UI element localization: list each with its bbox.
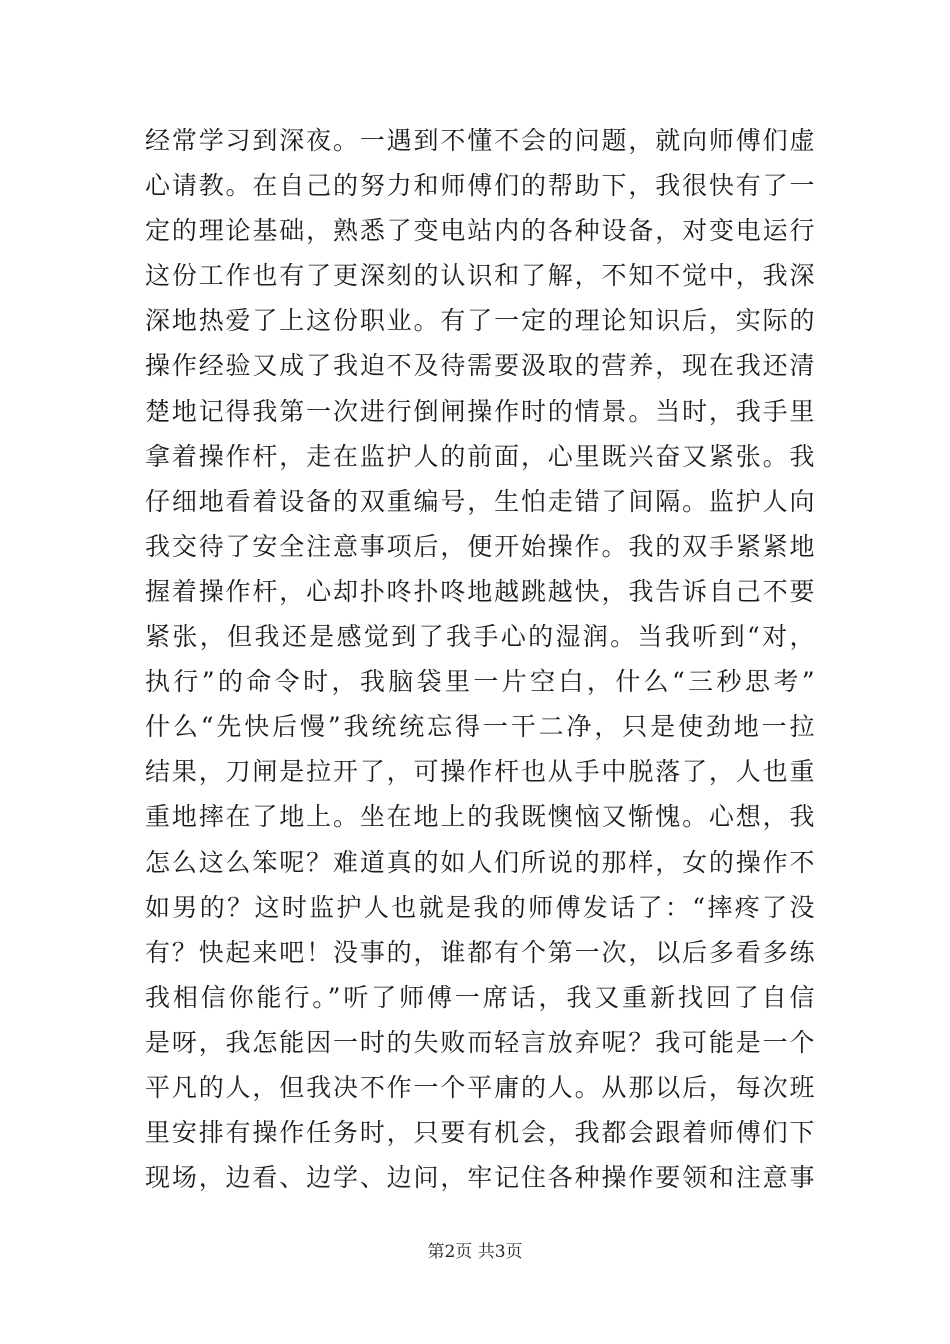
text-line-12: 紧张，但我还是感觉到了我手心的湿润。当我听到“对， — [145, 622, 815, 652]
text-line-21: 是呀，我怎能因一时的失败而轻言放弃呢？我可能是一个 — [145, 1027, 815, 1057]
text-line-3: 定的理论基础，熟悉了变电站内的各种设备，对变电运行 — [145, 216, 815, 246]
text-line-15: 结果，刀闸是拉开了，可操作杆也从手中脱落了，人也重 — [145, 757, 815, 787]
text-line-14: 什么“先快后慢”我统统忘得一干二净，只是使劲地一拉 — [145, 712, 815, 742]
text-line-17: 怎么这么笨呢？难道真的如人们所说的那样，女的操作不 — [145, 847, 815, 877]
text-line-7: 楚地记得我第一次进行倒闸操作时的情景。当时，我手里 — [145, 396, 815, 426]
text-line-16: 重地摔在了地上。坐在地上的我既懊恼又惭愧。心想，我 — [145, 802, 815, 832]
text-line-18: 如男的？这时监护人也就是我的师傅发话了：“摔疼了没 — [145, 892, 815, 922]
text-line-8: 拿着操作杆，走在监护人的前面，心里既兴奋又紧张。我 — [145, 441, 815, 471]
text-line-4: 这份工作也有了更深刻的认识和了解，不知不觉中，我深 — [145, 261, 815, 291]
text-line-2: 心请教。在自己的努力和师傅们的帮助下，我很快有了一 — [145, 171, 815, 201]
text-line-5: 深地热爱了上这份职业。有了一定的理论知识后，实际的 — [145, 306, 815, 336]
text-line-13: 执行”的命令时，我脑袋里一片空白，什么“三秒思考” — [145, 667, 815, 697]
text-line-20: 我相信你能行。”听了师傅一席话，我又重新找回了自信 — [145, 982, 815, 1012]
text-line-23: 里安排有操作任务时，只要有机会，我都会跟着师傅们下 — [145, 1118, 815, 1148]
text-line-22: 平凡的人，但我决不作一个平庸的人。从那以后，每次班 — [145, 1072, 815, 1102]
text-line-24: 现场，边看、边学、边问，牢记住各种操作要领和注意事 — [145, 1163, 815, 1193]
text-line-9: 仔细地看着设备的双重编号，生怕走错了间隔。监护人向 — [145, 486, 815, 516]
text-line-6: 操作经验又成了我迫不及待需要汲取的营养，现在我还清 — [145, 351, 815, 381]
text-line-19: 有？快起来吧！没事的，谁都有个第一次，以后多看多练 — [145, 937, 815, 967]
text-line-1: 经常学习到深夜。一遇到不懂不会的问题，就向师傅们虚 — [145, 126, 815, 155]
text-line-11: 握着操作杆，心却扑咚扑咚地越跳越快，我告诉自己不要 — [145, 576, 815, 606]
text-line-10: 我交待了安全注意事项后，便开始操作。我的双手紧紧地 — [145, 531, 815, 561]
body-text — [145, 118, 815, 1200]
page-footer: 第2页 共3页 — [427, 1242, 523, 1262]
